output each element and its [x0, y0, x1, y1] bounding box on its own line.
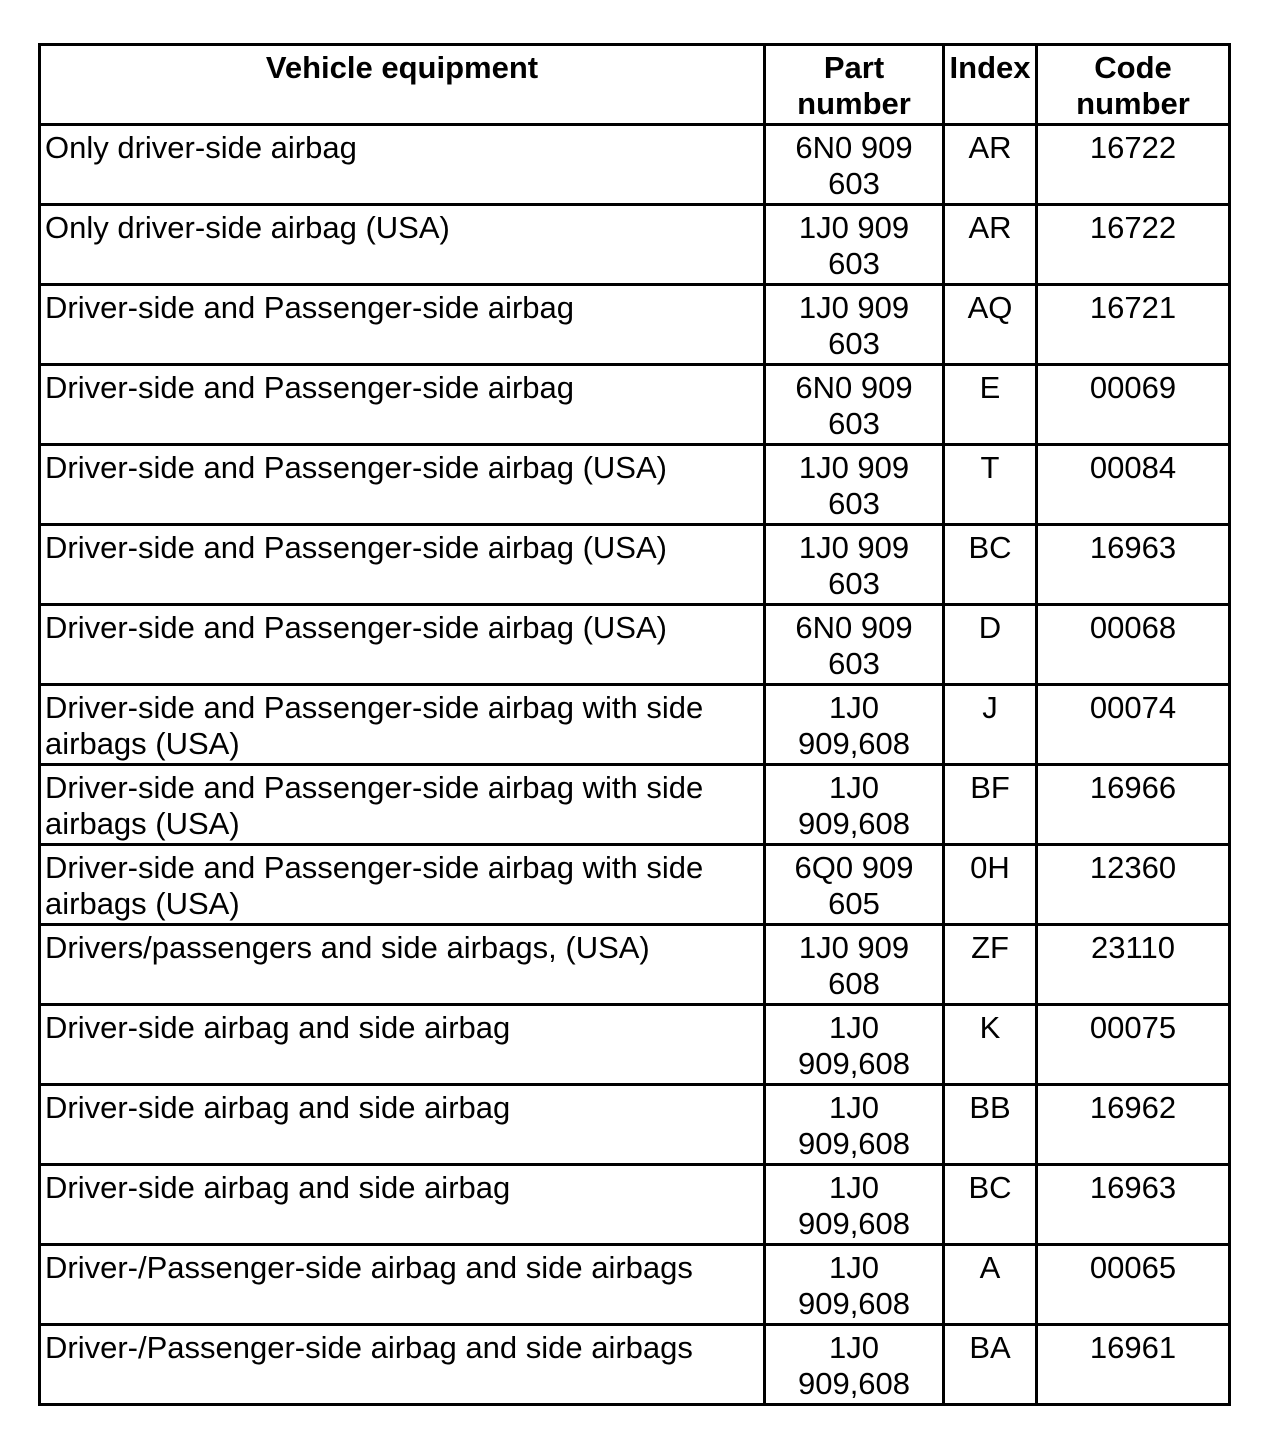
- table-row: [40, 1005, 1230, 1085]
- cell-code-number: 12360: [1037, 845, 1230, 925]
- cell-vehicle-equipment: Driver-/Passenger-side airbag and side airbags: [40, 1325, 765, 1405]
- table-row: [40, 1085, 1230, 1165]
- table-header-row: [40, 45, 1230, 125]
- cell-part-number: 1J0 909 603: [765, 525, 944, 605]
- cell-index: D: [944, 605, 1037, 685]
- cell-code-number: 16966: [1037, 765, 1230, 845]
- cell-vehicle-equipment: Driver-side airbag and side airbag: [40, 1085, 765, 1165]
- table-row: [40, 525, 1230, 605]
- table-row: [40, 1325, 1230, 1405]
- cell-vehicle-equipment: Driver-side and Passenger-side airbag (USA): [40, 445, 765, 525]
- cell-code-number: 16962: [1037, 1085, 1230, 1165]
- cell-code-number: 16961: [1037, 1325, 1230, 1405]
- cell-code-number: 00084: [1037, 445, 1230, 525]
- table-row: [40, 925, 1230, 1005]
- cell-vehicle-equipment: Driver-side and Passenger-side airbag with side airbags (USA): [40, 685, 765, 765]
- cell-part-number: 1J0 909,608: [765, 1245, 944, 1325]
- cell-index: BF: [944, 765, 1037, 845]
- cell-code-number: 16963: [1037, 525, 1230, 605]
- cell-vehicle-equipment: Driver-side and Passenger-side airbag (USA): [40, 605, 765, 685]
- table-row: [40, 445, 1230, 525]
- table-row: [40, 765, 1230, 845]
- cell-part-number: 6N0 909 603: [765, 125, 944, 205]
- table-row: [40, 285, 1230, 365]
- cell-code-number: 16721: [1037, 285, 1230, 365]
- cell-index: BC: [944, 525, 1037, 605]
- cell-code-number: 00074: [1037, 685, 1230, 765]
- cell-part-number: 1J0 909,608: [765, 1085, 944, 1165]
- cell-index: ZF: [944, 925, 1037, 1005]
- cell-part-number: 6Q0 909 605: [765, 845, 944, 925]
- cell-code-number: 00075: [1037, 1005, 1230, 1085]
- cell-index: E: [944, 365, 1037, 445]
- cell-part-number: 1J0 909,608: [765, 1325, 944, 1405]
- cell-index: AQ: [944, 285, 1037, 365]
- cell-part-number: 1J0 909,608: [765, 685, 944, 765]
- header-vehicle-equipment: Vehicle equipment: [40, 45, 765, 125]
- cell-part-number: 1J0 909,608: [765, 765, 944, 845]
- cell-vehicle-equipment: Only driver-side airbag: [40, 125, 765, 205]
- cell-code-number: 16963: [1037, 1165, 1230, 1245]
- cell-index: BA: [944, 1325, 1037, 1405]
- cell-index: J: [944, 685, 1037, 765]
- cell-vehicle-equipment: Driver-side airbag and side airbag: [40, 1165, 765, 1245]
- cell-code-number: 00065: [1037, 1245, 1230, 1325]
- cell-vehicle-equipment: Only driver-side airbag (USA): [40, 205, 765, 285]
- cell-code-number: 23110: [1037, 925, 1230, 1005]
- cell-vehicle-equipment: Driver-side and Passenger-side airbag with side airbags (USA): [40, 845, 765, 925]
- cell-code-number: 16722: [1037, 125, 1230, 205]
- table-row: [40, 845, 1230, 925]
- table-row: [40, 125, 1230, 205]
- header-index: Index: [944, 45, 1037, 125]
- cell-index: K: [944, 1005, 1037, 1085]
- cell-code-number: 00069: [1037, 365, 1230, 445]
- cell-vehicle-equipment: Driver-side airbag and side airbag: [40, 1005, 765, 1085]
- cell-part-number: 6N0 909 603: [765, 605, 944, 685]
- cell-code-number: 00068: [1037, 605, 1230, 685]
- cell-vehicle-equipment: Driver-side and Passenger-side airbag: [40, 365, 765, 445]
- cell-index: 0H: [944, 845, 1037, 925]
- cell-part-number: 1J0 909 608: [765, 925, 944, 1005]
- cell-vehicle-equipment: Driver-side and Passenger-side airbag: [40, 285, 765, 365]
- table-row: [40, 1165, 1230, 1245]
- table-row: [40, 1245, 1230, 1325]
- cell-part-number: 6N0 909 603: [765, 365, 944, 445]
- cell-index: BC: [944, 1165, 1037, 1245]
- cell-vehicle-equipment: Drivers/passengers and side airbags, (USA): [40, 925, 765, 1005]
- table-row: [40, 685, 1230, 765]
- header-code-number: Code number: [1037, 45, 1230, 125]
- cell-part-number: 1J0 909 603: [765, 205, 944, 285]
- cell-index: AR: [944, 125, 1037, 205]
- cell-part-number: 1J0 909 603: [765, 285, 944, 365]
- cell-index: A: [944, 1245, 1037, 1325]
- cell-index: T: [944, 445, 1037, 525]
- table-row: [40, 205, 1230, 285]
- cell-vehicle-equipment: Driver-side and Passenger-side airbag (USA): [40, 525, 765, 605]
- cell-part-number: 1J0 909 603: [765, 445, 944, 525]
- cell-part-number: 1J0 909,608: [765, 1165, 944, 1245]
- cell-index: BB: [944, 1085, 1037, 1165]
- table-body: [40, 125, 1230, 1405]
- vehicle-equipment-table: [38, 43, 1231, 1406]
- cell-part-number: 1J0 909,608: [765, 1005, 944, 1085]
- cell-index: AR: [944, 205, 1037, 285]
- cell-code-number: 16722: [1037, 205, 1230, 285]
- table-row: [40, 365, 1230, 445]
- cell-vehicle-equipment: Driver-/Passenger-side airbag and side airbags: [40, 1245, 765, 1325]
- cell-vehicle-equipment: Driver-side and Passenger-side airbag with side airbags (USA): [40, 765, 765, 845]
- header-part-number: Part number: [765, 45, 944, 125]
- table-row: [40, 605, 1230, 685]
